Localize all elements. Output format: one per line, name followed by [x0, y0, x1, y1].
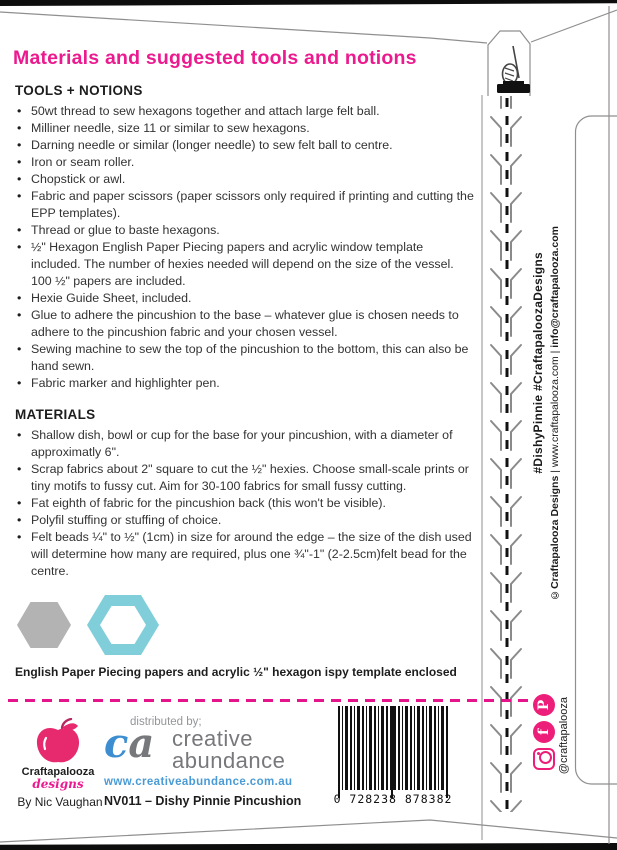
card-edge: [576, 116, 617, 784]
distributed-by-label: distributed by;: [130, 716, 202, 728]
instructions-content: [13, 47, 475, 679]
social-handle-vertical-text: @craftapalooza: [558, 697, 570, 775]
list-item: • Felt beads ¼" to ½" (1cm) in size for around the edge – the size of the dish used will determine how many are required, plus one ¾"-1" (2-2.5cm)felt bead for the centre.: [13, 529, 475, 580]
brand-name: Craftapalooza: [21, 766, 95, 778]
barcode-digits: 0 728238 878382: [333, 792, 453, 806]
designer-byline: By Nic Vaughan: [17, 795, 103, 809]
creative-abundance-monogram: ca: [104, 720, 155, 767]
materials-heading: MATERIALS: [15, 407, 96, 422]
barcode: [332, 706, 454, 806]
list-item: • Hexie Guide Sheet, included.: [13, 290, 475, 307]
brand-sub: designs: [32, 777, 84, 791]
copyright-vertical-text: ©Craftapalooza Designs | www.craftapalooza.com | info@craftapalooza.com: [549, 226, 561, 601]
list-item: • Fat eighth of fabric for the pincushion back (this won't be visible).: [13, 495, 475, 512]
hexagon-swatches: [17, 595, 475, 655]
list-item: • Darning needle or similar (longer needle) to sew felt ball to centre.: [13, 137, 475, 154]
list-item: • Polyfil stuffing or stuffing of choice.: [13, 512, 475, 529]
page-title: Materials and suggested tools and notions: [13, 47, 417, 69]
top-edge-bar: [0, 0, 617, 6]
list-item: • 50wt thread to sew hexagons together and attach large felt ball.: [13, 103, 475, 120]
facebook-icon: f: [533, 721, 555, 743]
seam-tab: [488, 31, 530, 96]
hexagon-caption: English Paper Piecing papers and acrylic ½" hexagon ispy template enclosed: [15, 665, 457, 679]
list-item: • Scrap fabrics about 2" square to cut the ½" hexies. Choose small-scale prints or tiny motifs to fussy cut. Aim for 30-100 fabrics for small fussy cutting.: [13, 461, 475, 495]
distributor-name: creative abundance: [172, 726, 286, 773]
list-item: • Iron or seam roller.: [13, 154, 475, 171]
teal-hexagon-template-icon: [87, 595, 159, 655]
footer: [0, 702, 480, 820]
bottom-edge-bar: [0, 843, 617, 850]
list-item: • Glue to adhere the pincushion to the base – whatever glue is chosen needs to adhere to the pincushion fabric and your chosen vessel.: [13, 307, 475, 341]
hand-needle-icon: [497, 46, 530, 93]
stitch-seam-pattern: [484, 96, 530, 812]
hashtags-vertical-text: #DishyPinnie #CraftapaloozaDesigns: [531, 252, 545, 474]
tools-list: [13, 103, 475, 392]
list-item: • Fabric and paper scissors (paper scissors only required if printing and cutting the EPP templates).: [13, 188, 475, 222]
list-item: • Shallow dish, bowl or cup for the base for your pincushion, with a diameter of approximatly 6".: [13, 427, 475, 461]
list-item: • ½" Hexagon English Paper Piecing papers and acrylic window template included. The number of hexies needed will depend on the size of the vessel. 100 ½" papers are included.: [13, 239, 475, 290]
social-icons: [533, 694, 555, 770]
tools-heading: TOOLS + NOTIONS: [15, 83, 143, 98]
list-item: • Milliner needle, size 11 or similar to sew hexagons.: [13, 120, 475, 137]
gray-hexagon-paper-icon: [17, 602, 71, 648]
list-item: • Sewing machine to sew the top of the pincushion to the bottom, this can also be hand sewn.: [13, 341, 475, 375]
distributor-url: www.creativeabundance.com.au: [104, 776, 293, 788]
pinterest-icon: P: [533, 694, 555, 716]
product-code: NV011 – Dishy Pinnie Pincushion: [104, 794, 302, 808]
list-item: • Fabric marker and highlighter pen.: [13, 375, 475, 392]
instagram-icon: [533, 748, 555, 770]
apple-logo-icon: [32, 718, 84, 764]
list-item: • Chopstick or awl.: [13, 171, 475, 188]
barcode-bars: [338, 706, 448, 790]
materials-list: [13, 427, 475, 580]
list-item: • Thread or glue to baste hexagons.: [13, 222, 475, 239]
